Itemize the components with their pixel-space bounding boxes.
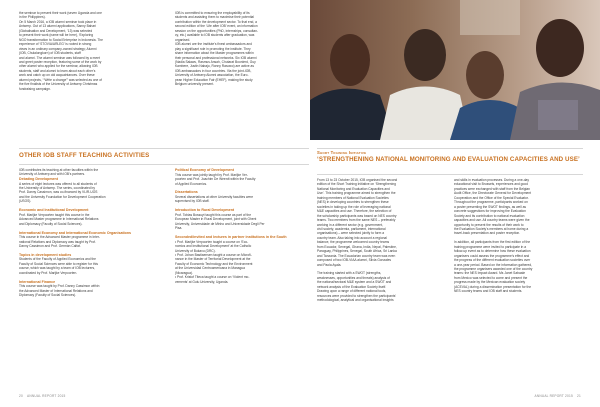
body-line: a poster presenting the SWOT findings, as well as bbox=[454, 204, 527, 209]
body-line: cy, etc.) available to IOB students after graduation, was bbox=[175, 33, 255, 38]
body-line: the progress of the different evaluation societies over bbox=[454, 258, 531, 263]
body-line: at the Universidad Centroamericana in Managua bbox=[175, 266, 245, 271]
body-line: the Advanced Master of International Relations and bbox=[19, 288, 93, 293]
body-line: teams: the NES Impact Award. Ms Janet Sabaale bbox=[454, 271, 526, 276]
body-line: civil society, academia, parliament, international bbox=[317, 226, 386, 231]
body-line: Prof. Danny Cassimon, was co-financed by VLIR-UOS bbox=[19, 190, 98, 195]
body-line: Prof. Tobias Bossuyt taught this course as part of the bbox=[175, 212, 251, 217]
body-line: of Applied Economics. bbox=[175, 181, 207, 186]
body-line: (Nadia Salawu, Rasmus Ansah, Chutarat Boonlerd, Guy bbox=[175, 59, 256, 64]
body-line: M&E capacities and use. Therefore, the selection of bbox=[317, 209, 392, 214]
body-line: NGO transformation to Social Enterprise in Indonesia. The bbox=[19, 37, 103, 42]
body-line: pean Higher Education Fair (EHEF), making the study bbox=[175, 77, 253, 82]
body-line: teams. Two members from the same NES – preferably bbox=[317, 218, 396, 223]
body-line: travel-back presentation and poster reception. bbox=[454, 231, 521, 236]
body-line: European Master in Rural Development, joint with Ghent bbox=[175, 217, 257, 222]
left-section-title: OTHER IOB STAFF TEACHING ACTIVITIES bbox=[19, 152, 150, 159]
body-line: (ACEVAL) during a dissemination presentation for the bbox=[454, 284, 532, 289]
right-title-rule-top bbox=[317, 148, 583, 149]
footer-right bbox=[535, 394, 582, 398]
body-line: Kambere, Justin Nabajo, Ronny Rasowo) are active as bbox=[175, 64, 254, 69]
footer-label-left: ANNUAL REPORT 2015 bbox=[27, 394, 66, 398]
body-line: organised. bbox=[175, 37, 191, 42]
body-line: balance, the programme welcomed country teams bbox=[317, 240, 390, 245]
body-line: Faculty of Economic Technology and the Environment bbox=[175, 261, 253, 266]
body-line: opportunity to present the results of their work to bbox=[454, 222, 524, 227]
body-line: the University of Antwerp. The series, coordinated by bbox=[19, 185, 95, 190]
body-line: organisations) – were selected jointly to form a bbox=[317, 231, 385, 236]
body-line: Advanced Master programme in International Relations bbox=[19, 217, 99, 222]
body-line: play a significant role in promoting the institute. They bbox=[175, 46, 251, 51]
body-line: course, which was taught by a team of IOB lecturers, bbox=[19, 266, 96, 271]
body-line: the programme organisers awarded one of the country bbox=[454, 267, 533, 271]
body-line: views in an ordinary company-owned strategy; Alumni bbox=[19, 46, 97, 51]
body-line: Pisa. bbox=[175, 226, 183, 231]
body-line: University of Bukavu (DRC). bbox=[175, 248, 216, 253]
body-line: University, Universidade de Minho and Universidade Degli Per bbox=[175, 221, 265, 226]
body-line: Society and its contribution to national evaluation bbox=[454, 213, 525, 218]
body-line: second edition of the ‘Life after IOB’ event, an information bbox=[175, 24, 258, 29]
body-line: University of Antwerp and with IOB’s partners. bbox=[19, 172, 86, 177]
body-line: and the University Foundation for Development Cooperation bbox=[19, 194, 106, 199]
body-line: progress made by the Mexican evaluation society bbox=[454, 280, 526, 285]
body-line: working in a different sector (e.g. government, bbox=[317, 222, 384, 227]
body-line: nomics and Institutional Development’ at the Catholic bbox=[175, 244, 252, 249]
alumni-seminar-text bbox=[19, 11, 159, 91]
body-line: to present their work (name will be here), ‘Exploring bbox=[19, 33, 94, 38]
body-line: country team. Also taking into account a regional bbox=[317, 235, 387, 240]
body-line: in the Philippines). bbox=[19, 15, 46, 20]
body-line: IOB ambassadors in four countries. Via the joint-IOB, bbox=[175, 68, 252, 73]
body-line: Students of the Faculty of Applied Economics and the bbox=[19, 257, 96, 262]
body-line: capacities and use. All country teams were given the bbox=[454, 218, 530, 223]
body-line: Faculty of Social Sciences were able to register for this bbox=[19, 261, 98, 266]
middle-teaching-column bbox=[175, 168, 308, 284]
body-line: the national/sectoral M&E system and a SWOT and bbox=[317, 280, 392, 285]
training-text-col1 bbox=[317, 178, 444, 303]
body-line: the seminar to present their work (seven Uganda and one bbox=[19, 11, 102, 15]
right-section-title: ‘STRENGTHENING NATIONAL MONITORING AND EVALUATION CAPACITIES AND USE’ bbox=[317, 156, 580, 163]
subsection-heading: Political Economy of Development bbox=[175, 168, 234, 172]
subsection-heading: Introduction to Rural Development bbox=[175, 208, 235, 213]
body-line: Throughout the programme, participants worked on bbox=[454, 200, 528, 205]
body-line: session on the opportunities (PhD, internships, consultan- bbox=[175, 28, 259, 33]
body-line: edition of the Short Training Initiative on ‘Strengthening bbox=[317, 182, 396, 187]
body-line: resources were provided to strengthen the participants’ bbox=[317, 293, 397, 298]
body-line: In addition, all participants from the first edition of the bbox=[454, 240, 531, 245]
training-text-col2 bbox=[454, 178, 583, 294]
body-line: (Nicaragua). bbox=[175, 270, 193, 275]
body-line: other alumni who applied for the seminar, allowing IOB bbox=[19, 64, 98, 69]
subsection-heading: Debating Development bbox=[19, 176, 58, 181]
body-line: Danny Cassimon and Prof. Germán Calfat. bbox=[19, 244, 81, 248]
body-line: training members of National Evaluation Societies bbox=[317, 195, 389, 200]
body-line: and skills in evaluation processes. During a one-day bbox=[454, 178, 529, 182]
body-line: poorten and Prof. Joachim De Weerdt within the Faculty bbox=[175, 177, 256, 182]
body-line: vements’ at Gulu University, Uganda. bbox=[175, 279, 229, 284]
employability-text bbox=[175, 11, 308, 87]
body-line: and greet poster reception, featuring some of the work by bbox=[19, 59, 102, 64]
body-line: and Paola Ayala. bbox=[317, 262, 342, 267]
subsection-heading: International Economy and International Economic Organisations bbox=[19, 230, 132, 235]
body-line: NES country teams and IOB staff and students. bbox=[454, 289, 523, 294]
body-line: Antwerp. Out of 13 alumni applications, Sanny Bahari bbox=[19, 24, 96, 29]
subsection-heading: Seconded/invited and lectures in partner institutions in the South bbox=[175, 235, 287, 240]
left-title-rule-top bbox=[19, 148, 309, 149]
body-line: This course was jointly taught by Prof. Marijke Ver- bbox=[175, 172, 248, 177]
body-line: (USOS). bbox=[19, 199, 32, 204]
body-line: the Evaluation Society’s members at home during a bbox=[454, 226, 529, 231]
body-line: societies in taking up the role of leveraging national bbox=[317, 204, 391, 209]
body-line: share information about the Master programmes within bbox=[175, 51, 254, 56]
body-line: from Ecuador, Senegal, Ghana, India, Nepal, Palestine, bbox=[317, 244, 397, 249]
body-line: Use’. This training programme aimed to strengthen the bbox=[317, 191, 396, 196]
footer-label-right: ANNUAL REPORT 2015 bbox=[534, 394, 573, 398]
body-line: Drawing upon a range of different national tools, bbox=[317, 289, 387, 294]
body-line: • Prof. Marijke Verpoorten taught a course on ‘Eco- bbox=[175, 239, 249, 244]
body-line: and alumni. The alumni seminar was followed by a meet bbox=[19, 55, 100, 60]
body-line: Audit Office, the Directorate General for Development bbox=[454, 191, 532, 196]
body-line: students, staff and alumni to learn about each other’s bbox=[19, 68, 96, 73]
body-line: follow-up event as to determine how these evaluation bbox=[454, 249, 531, 254]
body-line: University of Antwerp Alumni association, the Euro- bbox=[175, 73, 249, 78]
body-line: supervised by IOB staff. bbox=[175, 199, 210, 204]
page-number-right: 21 bbox=[577, 394, 581, 398]
body-line: (Globalisation and Development, ’13) was selected bbox=[19, 28, 93, 33]
body-line: the five finalists of the University of Antwerp Christmas bbox=[19, 82, 98, 87]
body-line: This course was taught by Prof. Danny Cassimon within bbox=[19, 284, 100, 289]
body-line: Several dissertations at other University faculties were bbox=[175, 194, 254, 199]
body-line: educational visit to Brussels, experiences and good bbox=[454, 182, 528, 187]
body-line: Belgium university present. bbox=[175, 82, 215, 87]
body-line: weaknesses, opportunities and threats) analysis of bbox=[317, 275, 390, 280]
body-line: Prof. Marijke Verpoorten taught this course in the bbox=[19, 212, 90, 217]
body-line: fundraising campaign. bbox=[19, 86, 51, 91]
body-line: Cooperation and the Office of the Special Evaluator. bbox=[454, 195, 529, 200]
body-line: • Prof. Johan Bastiaensen taught a course on Microfi- bbox=[175, 252, 252, 257]
body-line: On 5 March 2016, a IOB alumni seminar took place in bbox=[19, 19, 97, 24]
page-number-left: 20 bbox=[19, 394, 23, 398]
left-teaching-column bbox=[19, 168, 159, 298]
body-line: (NES) in developing countries to strengthen these bbox=[317, 200, 389, 205]
body-line: The training started with a SWOT (strengths, bbox=[317, 271, 382, 276]
body-line: experience of ‘STOVIA/ARLEG’ is rooted in strong bbox=[19, 42, 92, 47]
subsection-heading: Economic and Institutional Development bbox=[19, 208, 89, 213]
right-title-rule-bottom bbox=[317, 174, 583, 175]
body-line: IOB alumni are the institute’s finest ambassadors and bbox=[175, 42, 252, 47]
body-line: • Prof. Kristof Titeca taught a course on ‘Violent mo- bbox=[175, 275, 250, 280]
subsection-heading: International Finance bbox=[19, 279, 56, 284]
body-line: composed of two IOB-VIAA alumni, Silvia Gonzales bbox=[317, 258, 392, 263]
body-line: National Monitoring and Evaluation Capacities and bbox=[317, 186, 390, 191]
body-line: methodological, analytical and organisational insights bbox=[317, 298, 394, 303]
body-line: Paraguay, Philippines, Senegal, South Africa, Sri Lanka bbox=[317, 249, 397, 254]
body-line: students and assisting them to maximise their potential bbox=[175, 15, 254, 20]
body-line: the scholarship participants was based on NES country bbox=[317, 213, 397, 218]
body-line: alumni projects, ‘“Write a change”’ was selected as one of bbox=[19, 77, 102, 82]
body-line: Diplomacy (Faculty of Social Sciences). bbox=[19, 293, 77, 298]
body-line: work and catch up on old acquaintances. Over these bbox=[19, 73, 95, 78]
body-line: nance in the Master of Territorial Development at the bbox=[175, 257, 251, 262]
body-line: This course in the Advanced Master programme in Inter- bbox=[19, 235, 101, 240]
body-line: contribution within the development sector. To that end, a bbox=[175, 19, 257, 24]
body-line: A series of eight lectures was offered to all students of bbox=[19, 181, 97, 186]
body-line: organisers could assess the programme’s effect and bbox=[454, 253, 530, 258]
body-line: and Diplomacy (Faculty of Social Sciences). bbox=[19, 221, 83, 226]
body-line: and Tanzania. The Ecuadorian country team was even bbox=[317, 253, 396, 258]
body-line: network analysis of the Evaluation Society itself. bbox=[317, 284, 387, 289]
subsection-heading: Topics in development studies bbox=[19, 252, 72, 257]
body-line: national Relations and Diplomacy was taught by Prof. bbox=[19, 239, 96, 244]
footer-left bbox=[19, 394, 66, 398]
body-line: coordinated by Prof. Marijke Verpoorten. bbox=[19, 270, 78, 275]
subsection-heading: Dissertations bbox=[175, 190, 198, 195]
body-line: training programme were invited to participate in a bbox=[454, 244, 527, 249]
body-line: From 13 to 23 October 2015, IOB organised the second bbox=[317, 178, 398, 182]
students-photo bbox=[310, 0, 600, 140]
body-line: IOB contributes its teaching at other faculties within the bbox=[19, 168, 99, 172]
left-title-rule-bottom bbox=[19, 164, 309, 165]
body-line: practices were exchanged with staff from the Belgian bbox=[454, 186, 530, 191]
body-line: concrete suggestions for improving the Evaluation bbox=[454, 209, 526, 214]
body-line: from Mexico was selected to come and present the bbox=[454, 275, 528, 280]
body-line: their personal and professional networks. Six IOB alumni bbox=[175, 55, 257, 60]
body-line: (IOB, Chulalongkorn) of IOB students, staff bbox=[19, 51, 81, 56]
body-line: a one-year period. Based on the information gathered, bbox=[454, 262, 533, 267]
body-line: IOB is committed to ensuring the employability of its bbox=[175, 11, 250, 15]
right-kicker: Short Training Initiative bbox=[317, 150, 367, 155]
